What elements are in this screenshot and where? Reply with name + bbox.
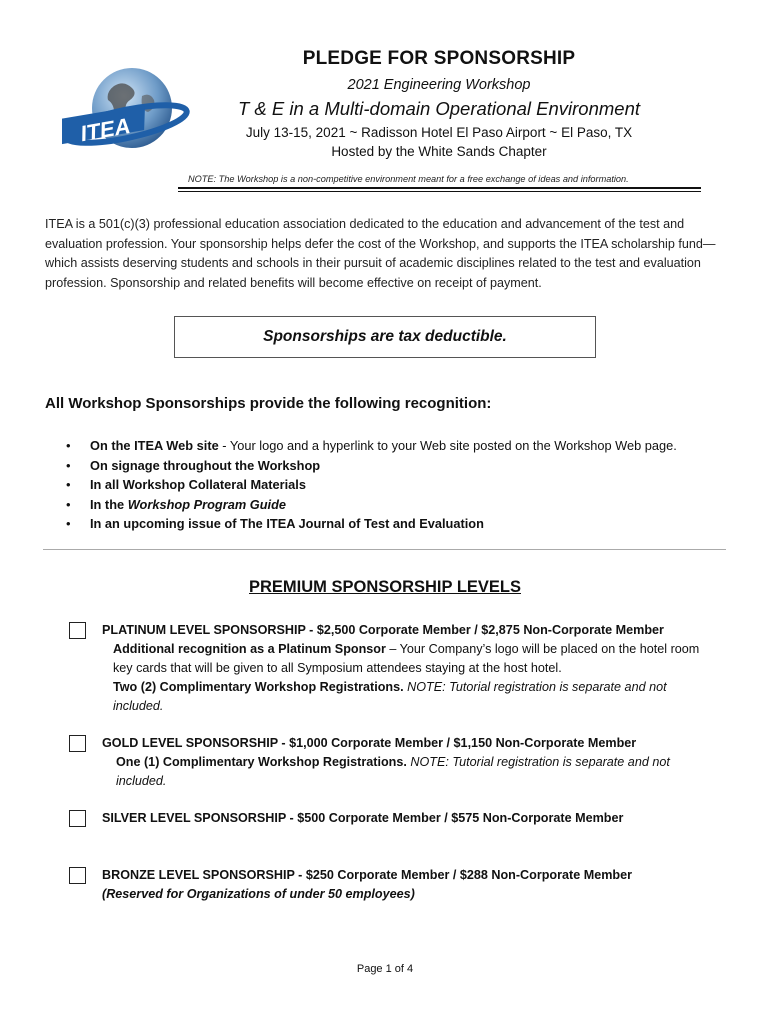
- silver-checkbox[interactable]: [69, 810, 86, 827]
- list-item: [66, 438, 677, 458]
- silver-title: SILVER LEVEL SPONSORSHIP - $500 Corporate Member / $575 Non-Corporate Member: [102, 811, 624, 825]
- gold-registrations-bold: One (1) Complimentary Workshop Registrations.: [116, 755, 407, 769]
- bullet-icon: •: [66, 496, 71, 512]
- list-item-bold: On the ITEA Web site: [90, 438, 219, 453]
- bronze-note: (Reserved for Organizations of under 50 employees): [102, 887, 415, 901]
- gold-checkbox[interactable]: [69, 735, 86, 752]
- bullet-icon: •: [66, 457, 71, 473]
- gold-registrations-note: NOTE: Tutorial registration is separate and not included.: [116, 755, 670, 788]
- tax-deductible-box: Sponsorships are tax deductible.: [174, 316, 596, 358]
- workshop-theme: T & E in a Multi-domain Operational Environment: [237, 98, 641, 119]
- gold-registrations: [116, 753, 721, 791]
- header-note: NOTE: The Workshop is a non-competitive environment meant for a free exchange of ideas and information.: [188, 174, 629, 184]
- page-number: Page 1 of 4: [356, 963, 414, 975]
- header-block: [0, 48, 770, 159]
- bullet-icon: •: [66, 438, 71, 453]
- list-item-bold: In all Workshop Collateral Materials: [90, 477, 306, 493]
- recognition-heading: All Workshop Sponsorships provide the following recognition:: [45, 395, 492, 412]
- divider-thin: [178, 191, 701, 192]
- list-item-bold: On signage throughout the Workshop: [90, 457, 321, 473]
- list-item: [66, 477, 677, 497]
- platinum-benefit-text: – Your Company’s logo will be placed on the hotel room key cards that will be given to all Symposium attendees staying at the host hotel.: [113, 642, 700, 675]
- platinum-registrations-bold: Two (2) Complimentary Workshop Registrations.: [113, 680, 404, 694]
- page-title: PLEDGE FOR SPONSORSHIP: [302, 48, 576, 69]
- bullet-icon: •: [66, 516, 71, 532]
- platinum-benefit: [113, 640, 713, 678]
- workshop-subtitle: 2021 Engineering Workshop: [347, 77, 531, 93]
- list-item-bold-italic: Workshop Program Guide: [127, 496, 287, 512]
- bronze-checkbox[interactable]: [69, 867, 86, 884]
- premium-heading: PREMIUM SPONSORSHIP LEVELS: [249, 578, 521, 596]
- section-divider: [43, 549, 726, 550]
- host-chapter: Hosted by the White Sands Chapter: [331, 144, 547, 159]
- platinum-registrations: [113, 678, 718, 716]
- list-item: [66, 458, 677, 478]
- platinum-title: PLATINUM LEVEL SPONSORSHIP - $2,500 Corporate Member / $2,875 Non-Corporate Member: [102, 623, 664, 637]
- list-item-text: - Your logo and a hyperlink to your Web site posted on the Workshop Web page.: [218, 438, 677, 453]
- recognition-list: [66, 438, 677, 536]
- platinum-registrations-note: NOTE: Tutorial registration is separate and not included.: [113, 680, 667, 713]
- list-item-bold: In an upcoming issue of The ITEA Journal of Test and Evaluation: [90, 516, 484, 532]
- list-item-bold: In the: [90, 496, 128, 512]
- list-item: [66, 497, 677, 517]
- date-location: July 13-15, 2021 ~ Radisson Hotel El Paso Airport ~ El Paso, TX: [245, 125, 633, 140]
- bronze-title: BRONZE LEVEL SPONSORSHIP - $250 Corporate Member / $288 Non-Corporate Member: [102, 868, 633, 882]
- divider-thick: [178, 187, 701, 189]
- platinum-benefit-bold: Additional recognition as a Platinum Sponsor: [113, 642, 386, 656]
- platinum-checkbox[interactable]: [69, 622, 86, 639]
- list-item: [66, 516, 677, 536]
- bullet-icon: •: [66, 477, 71, 493]
- intro-paragraph: ITEA is a 501(c)(3) professional education association dedicated to the education and advancement of the test and evaluation profession. Your sponsorship helps defer the cost of the Workshop, and supports the ITEA scholarship fund—which assists deserving students and schools in their pursuit of academic disciplines related to the test and evaluation profession. Sponsorship and related benefits will become effective on receipt of payment.: [45, 217, 716, 290]
- logo-text: ITEA: [78, 113, 133, 147]
- gold-title: GOLD LEVEL SPONSORSHIP - $1,000 Corporate Member / $1,150 Non-Corporate Member: [102, 736, 637, 750]
